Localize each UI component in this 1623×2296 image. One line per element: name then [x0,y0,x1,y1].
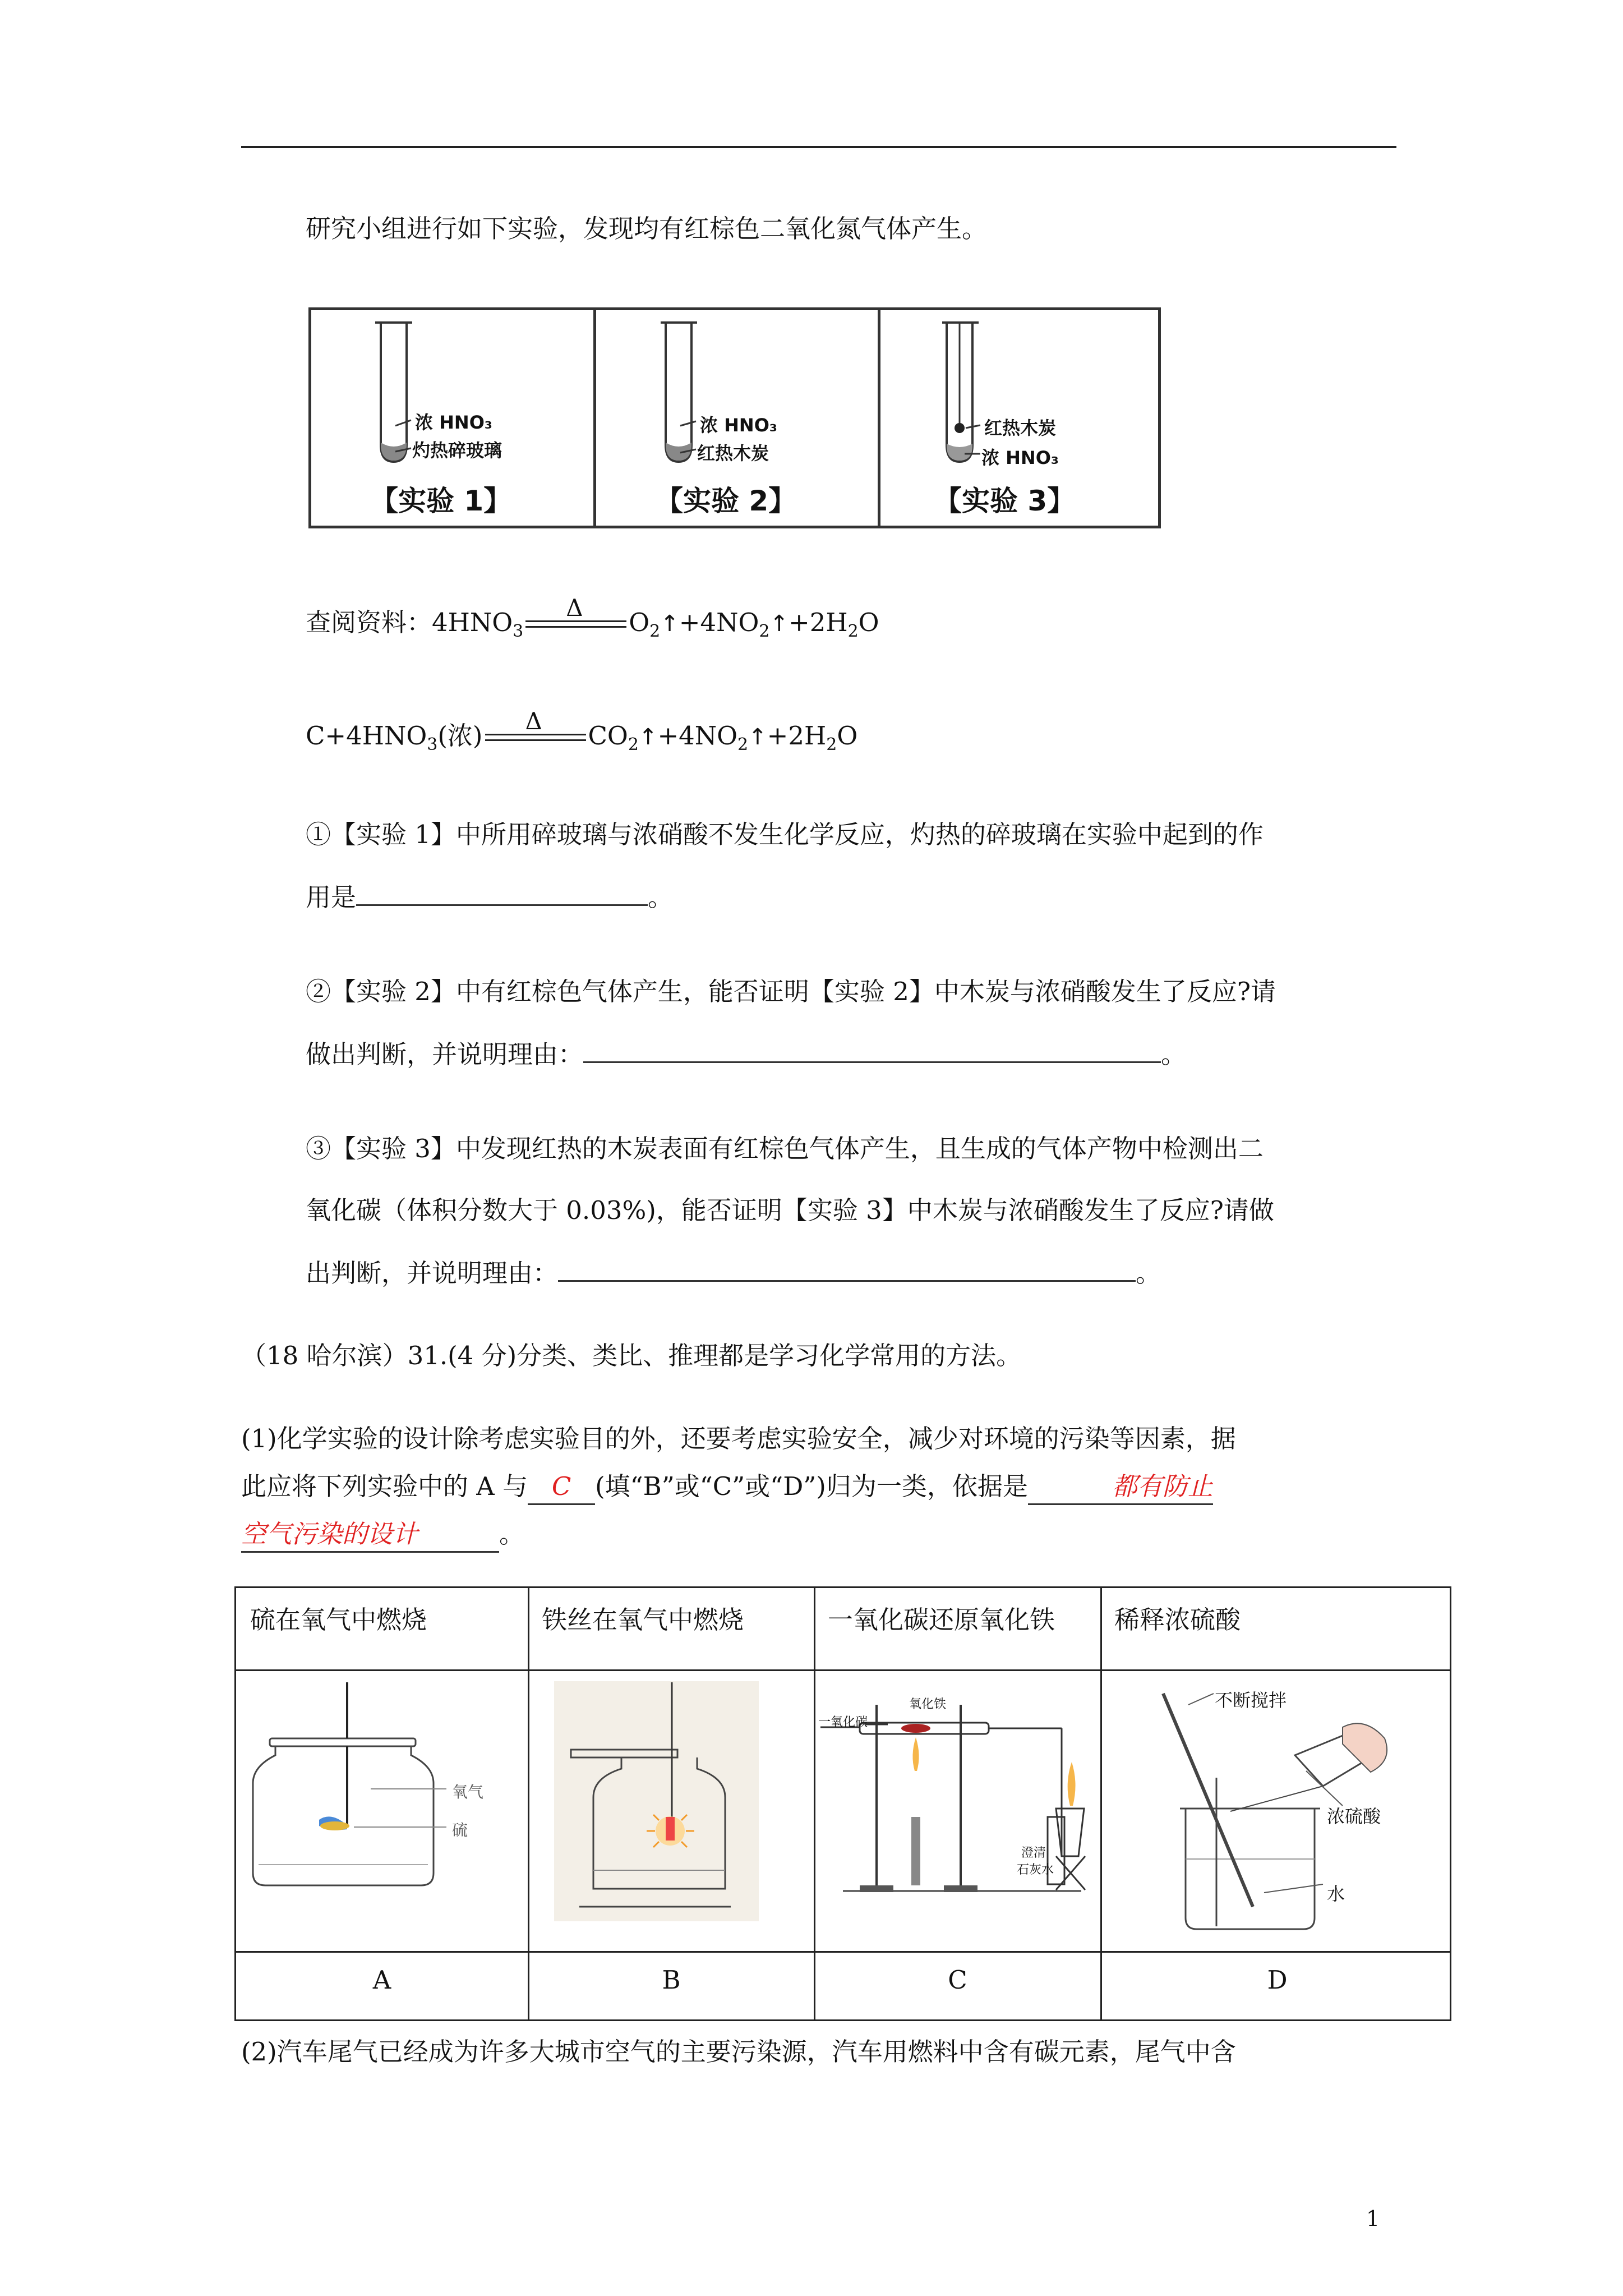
answer-blank[interactable] [558,1255,1136,1282]
experiment-label: 【实验 3】 [934,485,1076,517]
question-3-line-3 [306,1255,1161,1290]
subscript: 2 [737,735,749,754]
experiment-1 [311,310,593,526]
fig-d-label: 水 [1327,1883,1345,1904]
eq1-product: O [629,608,650,637]
q2-end: 。 [1161,1039,1187,1069]
gas-arrow-icon: ↑ [660,611,679,637]
problem-header: （18 哈尔滨）31.(4 分)分类、类比、推理都是学习化学常用的方法。 [241,1341,1022,1370]
part-1-line-2 [241,1470,1213,1505]
eq1-reactant: 4HNO [432,608,513,637]
heat-symbol: Δ [525,707,542,735]
eq2-product: +4NO [657,721,738,751]
question-2-line-1: ②【实验 2】中有红棕色气体产生，能否证明【实验 2】中木炭与浓硝酸发生了反应?请 [306,977,1276,1006]
tube-label-bottom: 红热木炭 [697,443,769,464]
subscript: 2 [649,622,661,641]
part-2-line-1: (2)汽车尾气已经成为许多大城市空气的主要污染源，汽车用燃料中含有碳元素，尾气中含 [241,2037,1236,2067]
experiment-2 [596,310,878,526]
experiment-figure [308,307,1161,528]
eq2-product: +2H [767,721,827,751]
intro-text: 研究小组进行如下实验，发现均有红棕色二氧化氮气体产生。 [306,214,988,243]
table-label: C [948,1965,967,1995]
table-header: 铁丝在氧气中燃烧 [542,1605,744,1635]
q3-text: 出判断，并说明理由： [306,1258,559,1288]
figure-sulfur-burning [236,1671,528,1952]
answer-blank[interactable] [583,1037,1161,1063]
subscript: 2 [826,735,837,754]
fig-a-label: 硫 [452,1821,468,1839]
reaction-condition [525,593,626,642]
part-1-line-1: (1)化学实验的设计除考虑实验目的外，还要考虑实验安全，减少对环境的污染等因素，据 [241,1424,1236,1453]
fig-d-label: 浓硫酸 [1327,1806,1381,1827]
experiment-table [234,1586,1451,2021]
fig-c-label: 一氧化碳 [818,1715,868,1729]
eq1-product: O [858,608,879,637]
experiment-label: 【实验 2】 [655,485,797,517]
figure-iron-burning [529,1671,815,1952]
reaction-condition [485,707,586,755]
fig-c-label: 澄清 [1021,1846,1046,1860]
table-header: 稀释浓硫酸 [1114,1605,1241,1635]
p1-text: 此应将下列实验中的 A 与 [241,1471,528,1501]
fig-d-label: 不断搅拌 [1215,1690,1287,1711]
tube-label-bottom: 灼热碎玻璃 [412,440,502,461]
eq1-product: +4NO [679,608,759,637]
gas-arrow-icon: ↑ [769,611,789,637]
eq2-product: O [837,721,858,751]
header-rule [241,146,1396,148]
tube-label-top: 浓 HNO₃ [415,412,492,433]
eq2-reactant: (浓) [437,721,483,751]
table-label: B [662,1965,681,1995]
eq2-product: CO [588,721,628,751]
fig-c-label: 石灰水 [1017,1863,1054,1877]
question-3-line-2: 氧化碳（体积分数大于 0.03%)，能否证明【实验 3】中木炭与浓硝酸发生了反应?请做 [306,1195,1274,1225]
reference-equation-2 [306,707,858,762]
q2-text: 做出判断，并说明理由： [306,1039,584,1069]
q3-end: 。 [1136,1258,1161,1288]
tube-label-top: 红热木炭 [984,417,1057,439]
subscript: 2 [628,735,639,754]
figure-dilute-sulfuric-acid [1101,1671,1454,1952]
reference-prefix: 查阅资料： [306,608,432,637]
tube-label-top: 浓 HNO₃ [700,415,777,436]
subscript: 3 [427,735,438,754]
page-number: 1 [1366,2206,1380,2231]
tube-label-bottom: 浓 HNO₃ [981,447,1059,468]
answer-2-part-2: 空气污染的设计 [241,1517,499,1553]
question-1-line-1: ①【实验 1】中所用碎玻璃与浓硝酸不发生化学反应，灼热的碎玻璃在实验中起到的作 [306,820,1264,849]
gas-arrow-icon: ↑ [638,724,658,750]
answer-2-part-1: 都有防止 [1028,1470,1213,1505]
table-label: A [372,1965,391,1995]
q1-end: 。 [648,882,674,912]
subscript: 2 [759,622,770,641]
eq2-reactant: C+4HNO [306,721,427,751]
fig-a-label: 氧气 [452,1783,484,1801]
part-1-line-3 [241,1517,524,1553]
eq1-product: +2H [788,608,848,637]
reference-equation-1 [306,593,879,648]
question-1-line-2 [306,880,673,914]
heat-symbol: Δ [566,593,583,622]
table-label: D [1267,1965,1288,1995]
answer-blank[interactable] [356,880,648,906]
experiment-3 [880,310,1158,526]
gas-arrow-icon: ↑ [748,724,767,750]
experiment-label: 【实验 1】 [370,485,512,517]
subscript: 2 [847,622,859,641]
question-2-line-2 [306,1037,1186,1071]
q1-text: 用是 [306,882,357,912]
table-header: 硫在氧气中燃烧 [250,1605,427,1635]
p1-end: 。 [499,1519,525,1549]
table-header: 一氧化碳还原氧化铁 [828,1605,1055,1635]
subscript: 3 [513,622,524,641]
fig-c-label: 氧化铁 [909,1697,947,1711]
answer-1: C [528,1470,595,1505]
question-3-line-1: ③【实验 3】中发现红热的木炭表面有红棕色气体产生，且生成的气体产物中检测出二 [306,1134,1264,1163]
p1-text: (填“B”或“C”或“D”)归为一类，依据是 [595,1471,1028,1501]
